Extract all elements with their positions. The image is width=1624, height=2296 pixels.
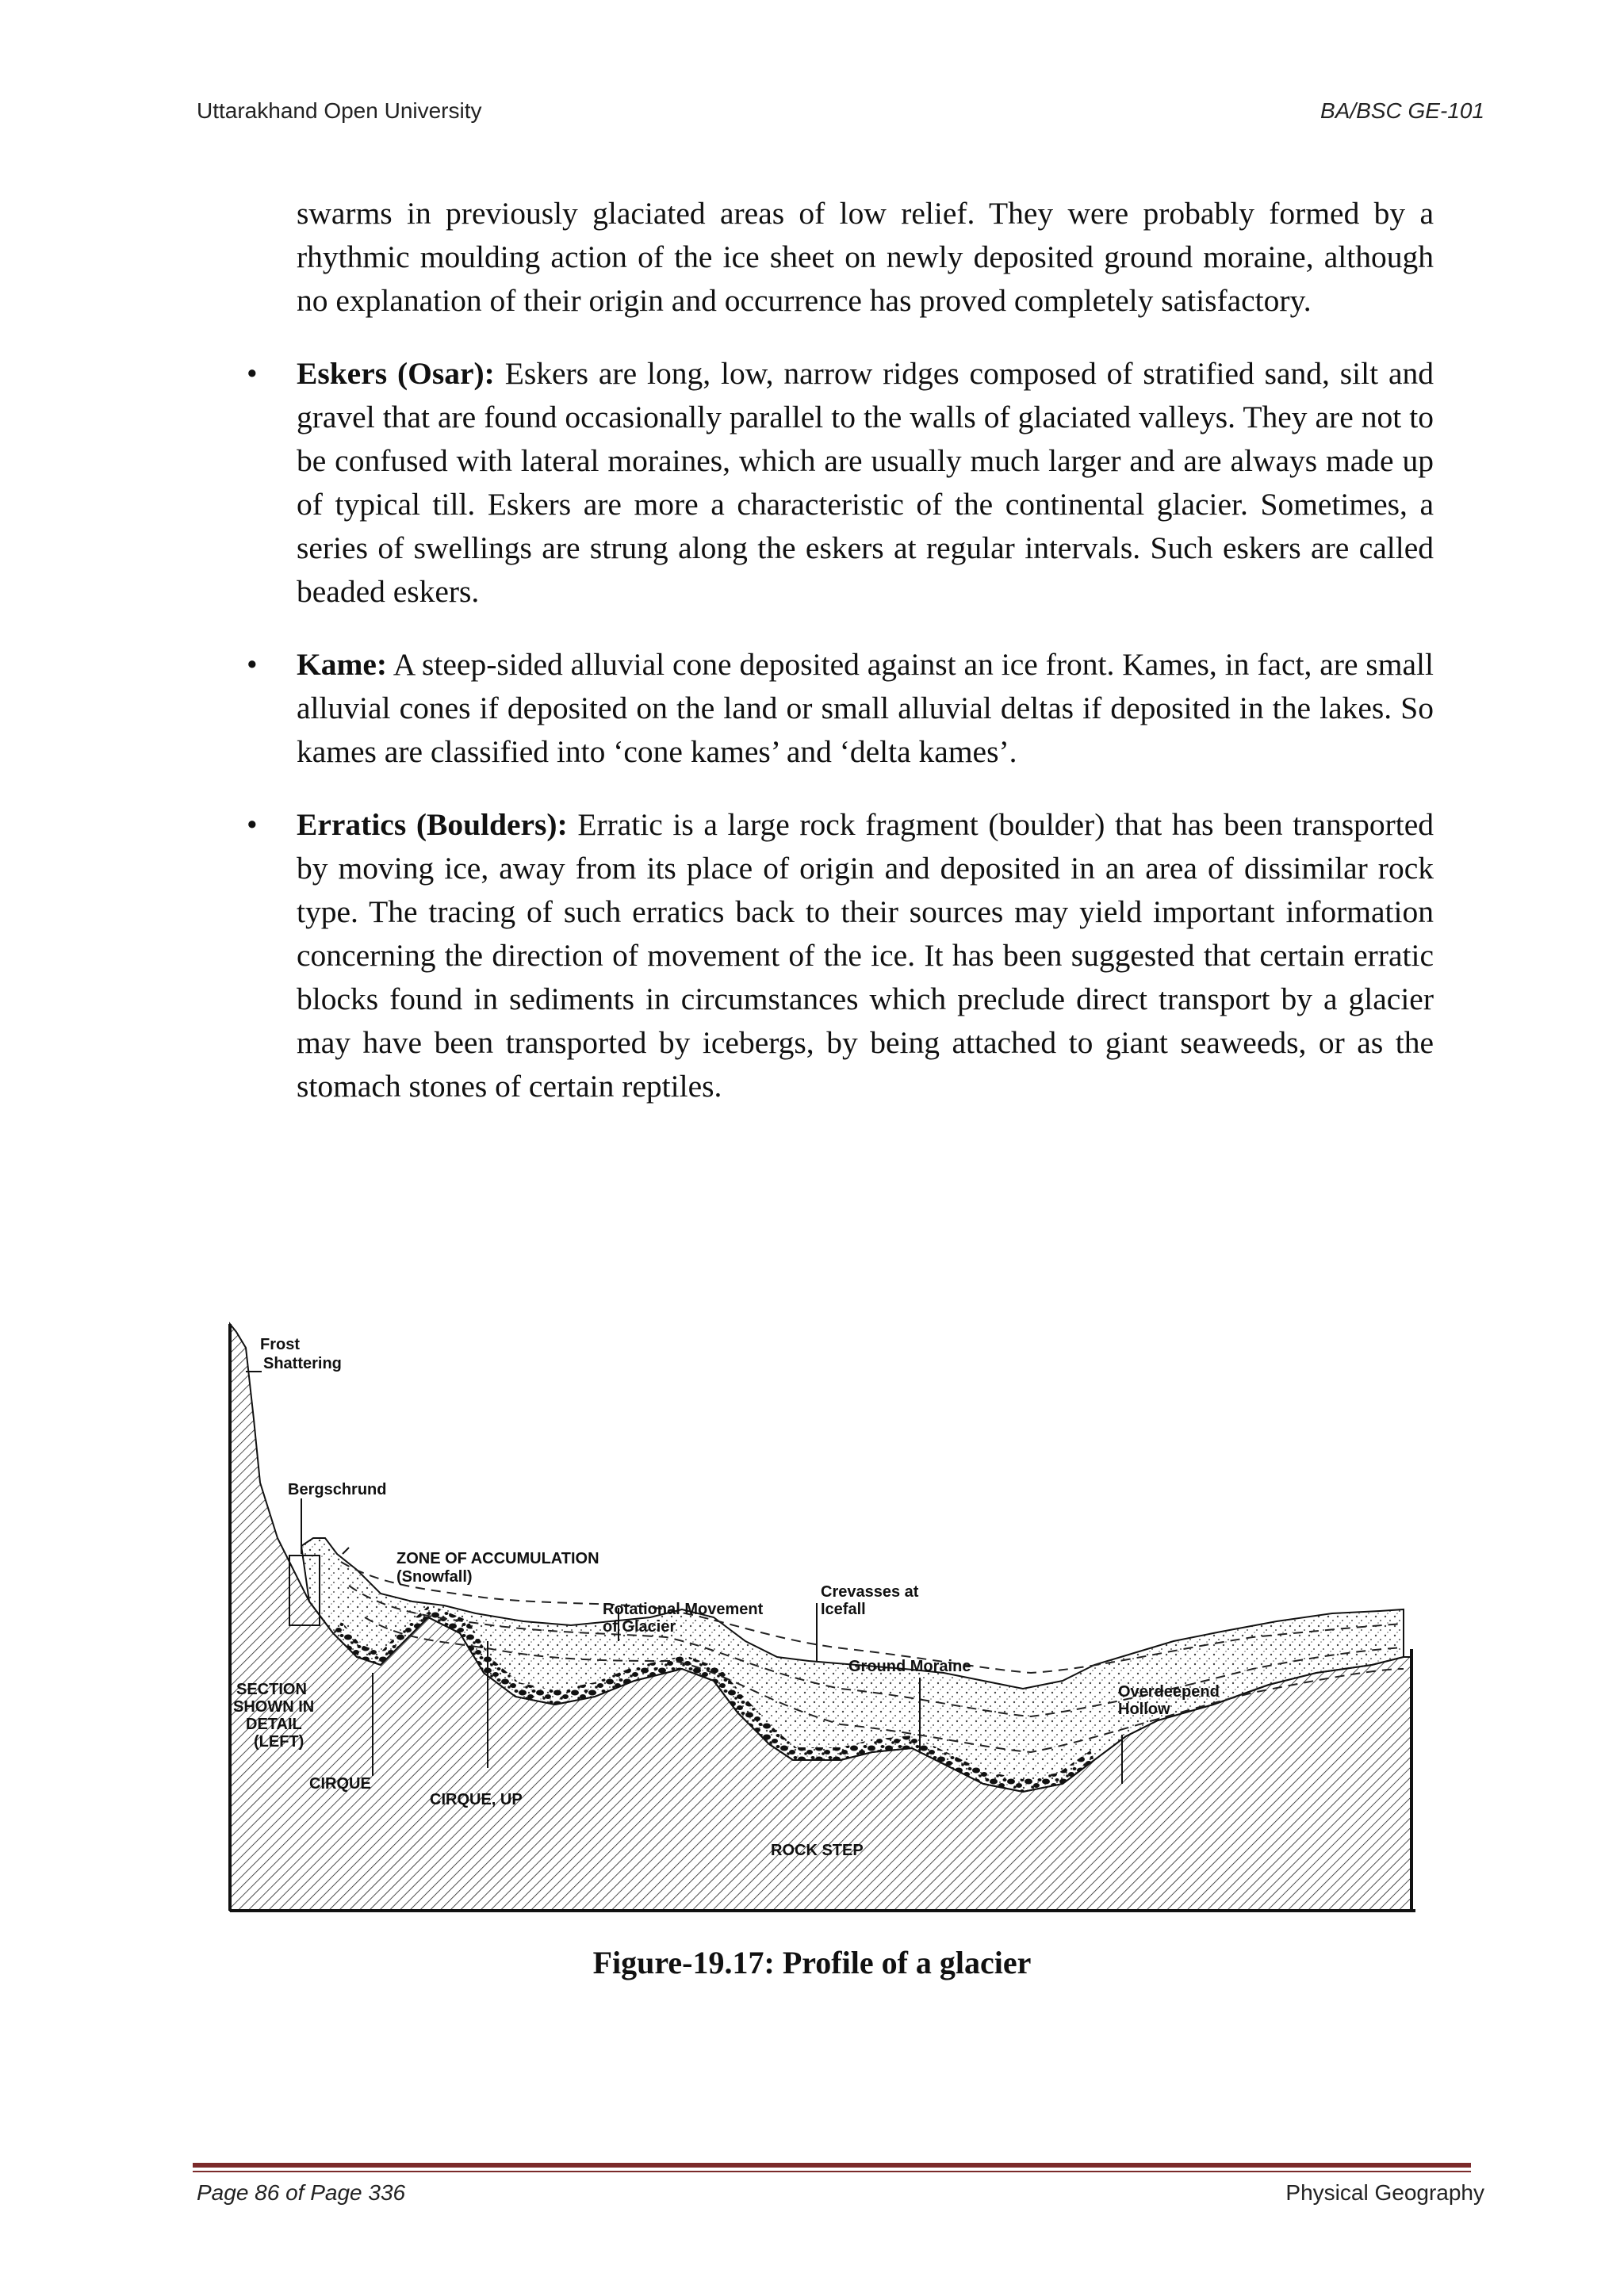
figure-caption: Figure-19.17: Profile of a glacier: [592, 1945, 1032, 1980]
label-rock-step: ROCK STEP: [771, 1842, 864, 1859]
label-section-3: DETAIL: [246, 1716, 302, 1733]
header-course-code: BA/BSC GE-101: [1320, 98, 1484, 123]
bullet-icon: •: [247, 648, 258, 682]
bullet-icon: •: [247, 808, 258, 842]
bullet-kame: [247, 643, 1434, 774]
label-zone-of-accumulation: ZONE OF ACCUMULATION: [396, 1550, 599, 1567]
bullet-term: Erratics (Boulders):: [297, 807, 568, 842]
bullet-text: Erratic is a large rock fragment (boulder) that has been transported by moving ice, away from its place of origin and deposited in an area of dissimilar rock type. The tracing of such erratics back to their sources may yield important information concerning the direction of movement of the ice. It has been suggested that certain erratic blocks found in sediments in circumstances which preclude direct transport by a glacier may have been transported by icebergs, by being attached to giant seaweeds, or as the stomach stones of certain reptiles.: [297, 807, 1434, 1104]
page-footer: [197, 2180, 1484, 2212]
bullet-term: Kame:: [297, 647, 388, 682]
body-text: [247, 192, 1434, 1138]
bullet-term: Eskers (Osar):: [297, 356, 495, 391]
label-hollow: Hollow: [1118, 1701, 1170, 1718]
label-overdeepend: Overdeepend: [1118, 1683, 1220, 1701]
label-rotational-movement: Rotational Movement: [603, 1601, 764, 1618]
label-shattering: Shattering: [263, 1355, 342, 1372]
label-bergschrund: Bergschrund: [288, 1481, 387, 1498]
bullet-icon: •: [247, 357, 258, 391]
page-header: [197, 98, 1484, 130]
label-crevasses: Crevasses at: [821, 1583, 919, 1601]
bullet-erratics: [247, 803, 1434, 1108]
bullet-text: A steep-sided alluvial cone deposited against an ice front. Kames, in fact, are small alluvial cones if deposited on the land or small alluvial deltas if deposited in the lakes. So kames are classified into ‘cone kames’ and ‘delta kames’.: [297, 647, 1434, 769]
glacier-profile-figure: [222, 1300, 1511, 1927]
footer-subject: Physical Geography: [1285, 2180, 1484, 2205]
label-ground-moraine: Ground Moraine: [848, 1658, 971, 1675]
label-frost: Frost: [260, 1336, 300, 1353]
bullet-eskers: [247, 352, 1434, 614]
footer-divider: [193, 2163, 1471, 2172]
label-section-1: SECTION: [236, 1681, 307, 1698]
label-cirque: CIRQUE: [309, 1775, 371, 1793]
label-cirque-up: CIRQUE, UP: [430, 1791, 523, 1808]
intro-paragraph: swarms in previously glaciated areas of low relief. They were probably formed by a rhythmic moulding action of the ice sheet on newly deposited ground moraine, although no explanation of their origin and occurrence has proved completely satisfactory.: [297, 196, 1434, 318]
label-section-4: (LEFT): [254, 1733, 304, 1751]
label-icefall: Icefall: [821, 1601, 866, 1618]
label-snowfall: (Snowfall): [396, 1568, 473, 1586]
bullet-text: Eskers are long, low, narrow ridges composed of stratified sand, silt and gravel that are found occasionally parallel to the walls of glaciated valleys. They are not to be confused with lateral moraines, which are usually much larger and are always made up of typical till. Eskers are more a characteristic of the continental glacier. Sometimes, a series of swellings are strung along the eskers at regular intervals. Such eskers are called beaded eskers.: [297, 356, 1434, 609]
footer-page-number: Page 86 of Page 336: [197, 2180, 406, 2205]
label-section-2: SHOWN IN: [233, 1698, 315, 1716]
header-institution: Uttarakhand Open University: [197, 98, 482, 123]
leader-zone: [343, 1548, 349, 1554]
label-of-glacier: of Glacier: [603, 1618, 676, 1636]
